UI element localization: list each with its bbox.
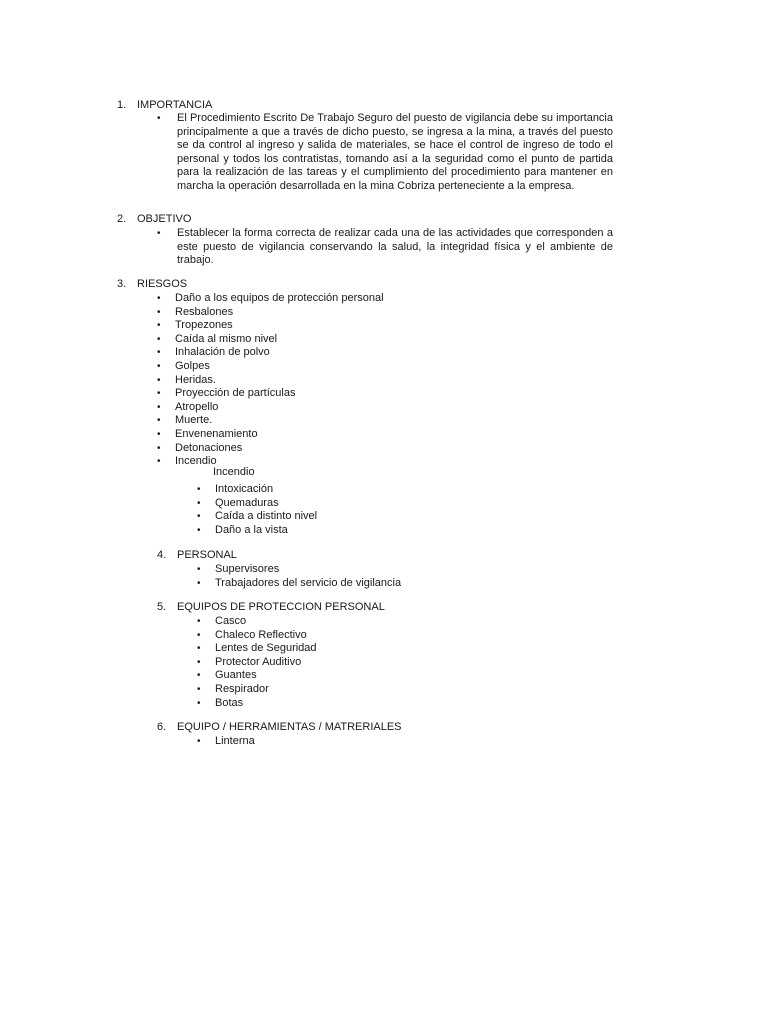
list-item: • Lentes de Seguridad bbox=[197, 642, 317, 655]
list-item: • Inhalación de polvo bbox=[157, 346, 270, 359]
section-2-heading bbox=[117, 213, 191, 227]
list-item: • Tropezones bbox=[157, 319, 233, 332]
bullet-icon: • bbox=[197, 683, 201, 695]
bullet-icon: • bbox=[157, 401, 161, 413]
section-number: 3. bbox=[117, 278, 127, 290]
list-item: • Daño a los equipos de protección personal bbox=[157, 292, 384, 304]
section-number: 1. bbox=[117, 99, 127, 111]
bullet-icon: • bbox=[197, 616, 201, 627]
bullet-icon: • bbox=[197, 629, 201, 641]
bullet-icon: • bbox=[197, 697, 201, 709]
list-item: • Protector Auditivo bbox=[197, 655, 302, 668]
list-item: • Chaleco Reflectivo bbox=[197, 628, 307, 641]
bullet-icon: • bbox=[157, 374, 161, 386]
bullet-icon: • bbox=[157, 347, 161, 359]
bullet-icon: • bbox=[157, 442, 161, 454]
section-title: RIESGOS bbox=[137, 278, 188, 290]
bullet-icon: • bbox=[157, 228, 161, 239]
bullet-icon: • bbox=[157, 333, 161, 345]
section-number: 5. bbox=[157, 601, 167, 613]
list-item: • Detonaciones bbox=[157, 441, 243, 454]
section-number: 6. bbox=[157, 721, 167, 733]
ppe-list bbox=[197, 615, 497, 710]
section-title: EQUIPO / HERRAMIENTAS / MATRERIALES bbox=[177, 721, 402, 733]
paragraph-text: Establecer la forma correcta de realizar cada una de las actividades que corresponden a este puesto de vigilancia conservando la salud, la integridad física y el ambiente de trabajo. bbox=[177, 227, 613, 267]
bullet-icon: • bbox=[157, 306, 161, 318]
bullet-icon: • bbox=[197, 643, 201, 655]
section-title: PERSONAL bbox=[177, 549, 237, 561]
section-title: EQUIPOS DE PROTECCION PERSONAL bbox=[177, 601, 385, 613]
tools-list bbox=[197, 735, 497, 749]
bullet-icon: • bbox=[197, 511, 201, 523]
list-item: • Intoxicación bbox=[197, 483, 274, 495]
section-number: 4. bbox=[157, 549, 167, 561]
personnel-list bbox=[197, 563, 497, 590]
list-item: • Guantes bbox=[197, 669, 257, 682]
list-item: • Caída a distinto nivel bbox=[197, 510, 318, 523]
list-item: • Quemaduras bbox=[197, 496, 279, 509]
bullet-icon: • bbox=[157, 320, 161, 332]
bullet-icon: • bbox=[197, 656, 201, 668]
list-item: • Trabajadores del servicio de vigilancia bbox=[197, 576, 402, 589]
list-item: • Resbalones bbox=[157, 305, 234, 318]
bullet-icon: • bbox=[157, 456, 161, 468]
risks-list bbox=[157, 292, 457, 469]
list-item: • Linterna bbox=[197, 735, 255, 747]
bullet-icon: • bbox=[197, 577, 201, 589]
cut-off-text-fragment: Incendio bbox=[213, 466, 255, 478]
list-item: • Heridas. bbox=[157, 373, 216, 386]
list-item: • Respirador bbox=[197, 682, 269, 695]
bullet-icon: • bbox=[197, 484, 201, 495]
bullet-icon: • bbox=[197, 736, 201, 747]
list-item: • Atropello bbox=[157, 400, 219, 413]
section-title: IMPORTANCIA bbox=[137, 99, 213, 111]
bullet-icon: • bbox=[197, 670, 201, 682]
section-3-heading bbox=[117, 278, 187, 292]
bullet-icon: • bbox=[157, 293, 161, 304]
bullet-icon: • bbox=[157, 415, 161, 427]
bullet-icon: • bbox=[157, 360, 161, 372]
bullet-icon: • bbox=[197, 564, 201, 575]
list-item: • Botas bbox=[197, 696, 244, 709]
section-6-heading bbox=[157, 721, 402, 735]
section-4-heading bbox=[157, 549, 237, 563]
list-item: • Caída al mismo nivel bbox=[157, 332, 278, 345]
bullet-icon: • bbox=[157, 428, 161, 440]
section-1-paragraph bbox=[157, 112, 613, 208]
list-item: • Supervisores bbox=[197, 563, 280, 575]
list-item: • Casco bbox=[197, 615, 247, 627]
list-item: • Proyección de partículas bbox=[157, 387, 296, 400]
list-item: • Envenenamiento bbox=[157, 427, 258, 440]
paragraph-text: El Procedimiento Escrito De Trabajo Seguro del puesto de vigilancia debe su importancia principalmente a que a través de dicho puesto, se ingresa a la mina, a través del puesto se da control al ingreso y salida de materiales, se hace el control de ingreso de todo el personal y todos los contratistas, tomando así a la seguridad como el punto de partida para la realización de las tareas y el cumplimiento del procedimiento para mantener en marcha la operación desarrollada en la mina Cobriza perteneciente a la empresa. bbox=[177, 112, 613, 192]
section-5-heading bbox=[157, 601, 385, 615]
section-2-paragraph bbox=[157, 227, 613, 269]
bullet-icon: • bbox=[197, 524, 201, 536]
section-title: OBJETIVO bbox=[137, 213, 192, 225]
risks-continued-list bbox=[197, 483, 497, 537]
list-item: • Daño a la vista bbox=[197, 523, 288, 536]
bullet-icon: • bbox=[157, 113, 161, 124]
list-item: • Incendio bbox=[157, 455, 217, 468]
list-item: • Muerte. bbox=[157, 414, 213, 427]
list-item: • Golpes bbox=[157, 359, 210, 372]
bullet-icon: • bbox=[197, 497, 201, 509]
section-1-heading bbox=[117, 99, 212, 113]
section-number: 2. bbox=[117, 213, 127, 225]
bullet-icon: • bbox=[157, 388, 161, 400]
